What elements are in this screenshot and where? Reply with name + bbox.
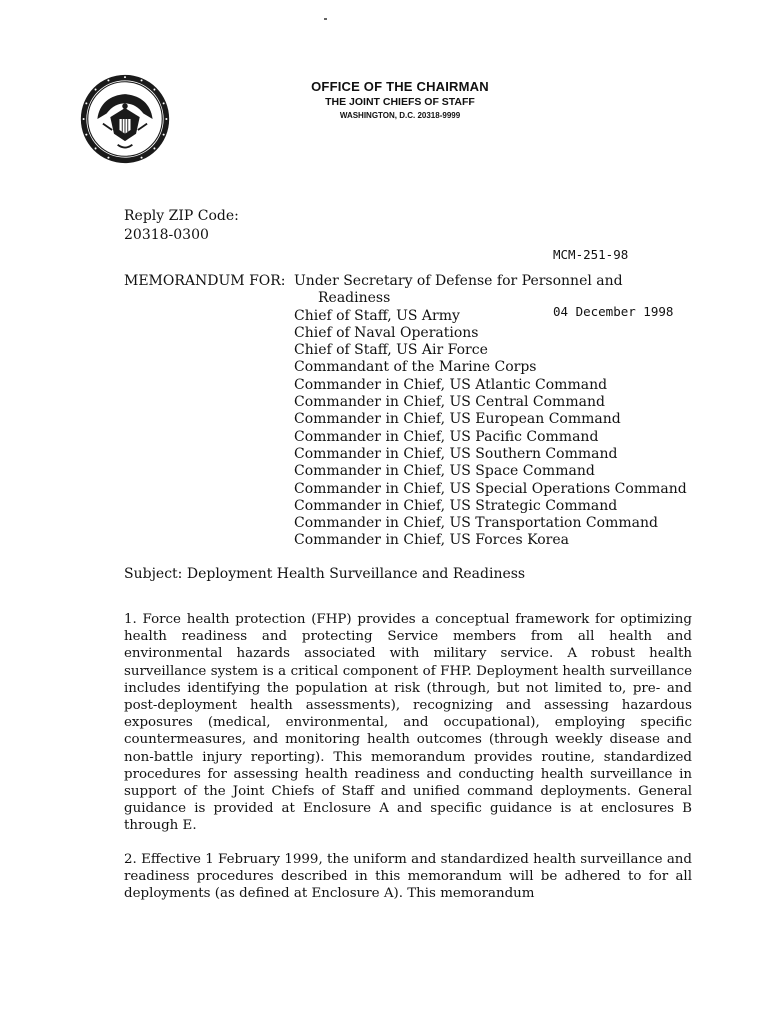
department-of-defense-seal xyxy=(79,73,171,165)
subject-line xyxy=(124,565,525,583)
addressee: Commander in Chief, US Transportation Command xyxy=(294,515,658,532)
office-title: OFFICE OF THE CHAIRMAN xyxy=(311,79,489,94)
reply-zip-label: Reply ZIP Code: xyxy=(124,208,239,224)
addressee: Chief of Naval Operations xyxy=(294,324,479,341)
addressee: Commander in Chief, US Forces Korea xyxy=(294,532,569,549)
addressee: Commander in Chief, US Strategic Command xyxy=(294,497,618,514)
subject-label: Subject: xyxy=(124,566,183,582)
addressee: Chief of Staff, US Air Force xyxy=(294,342,488,359)
addressee: Chief of Staff, US Army xyxy=(294,307,460,324)
addressee: Commandant of the Marine Corps xyxy=(294,359,537,376)
memorandum-for-label: MEMORANDUM FOR: xyxy=(124,273,286,289)
addressee: Commander in Chief, US European Command xyxy=(294,411,621,428)
paragraph-1: 1. Force health protection (FHP) provides a conceptual framework for optimizing health readiness and protecting Service members from all health and environmental hazards associated with military service. A robust health surveillance system is a critical component of FHP. Deployment health surveillance includes identifying the population at risk (through, but not limited to, pre- and post-deployment health assessments), recognizing and assessing hazardous exposures (medical, environmental, and occupational), employing specific countermeasures, and monitoring health outcomes (through weekly disease and non-battle injury reporting). This memorandum provides routine, standardized procedures for assessing health readiness and conducting health surveillance in support of the Joint Chiefs of Staff and unified command deployments. General guidance is provided at Enclosure A and specific guidance is at enclosures B through E. xyxy=(124,612,692,834)
letterhead xyxy=(270,79,530,121)
addressee-list xyxy=(294,273,687,550)
addressee: Commander in Chief, US Pacific Command xyxy=(294,428,599,445)
addressee: Commander in Chief, US Special Operations Command xyxy=(294,480,687,497)
reply-block xyxy=(124,207,239,245)
addressee: Commander in Chief, US Central Command xyxy=(294,394,605,411)
addressee: Commander in Chief, US Atlantic Command xyxy=(294,376,608,393)
memo-date: 04 December 1998 xyxy=(553,304,674,319)
addressee-continuation: Readiness xyxy=(318,290,391,307)
reply-zip-code: 20318-0300 xyxy=(124,227,209,243)
office-address: WASHINGTON, D.C. 20318-9999 xyxy=(339,111,461,121)
memo-number: MCM-251-98 xyxy=(553,247,629,262)
addressee: Commander in Chief, US Southern Command xyxy=(294,445,618,462)
addressee: Commander in Chief, US Space Command xyxy=(294,463,595,480)
paragraph-2: 2. Effective 1 February 1999, the uniform and standardized health surveillance and readiness procedures described in this memorandum will be adhered to for all deployments (as defined at Enclosure A). This memorandum xyxy=(124,852,692,902)
organization-name: THE JOINT CHIEFS OF STAFF xyxy=(325,95,475,108)
addressee: Under Secretary of Defense for Personnel and xyxy=(294,273,623,289)
scan-speck xyxy=(324,18,327,20)
subject-text: Deployment Health Surveillance and Readiness xyxy=(186,566,526,582)
